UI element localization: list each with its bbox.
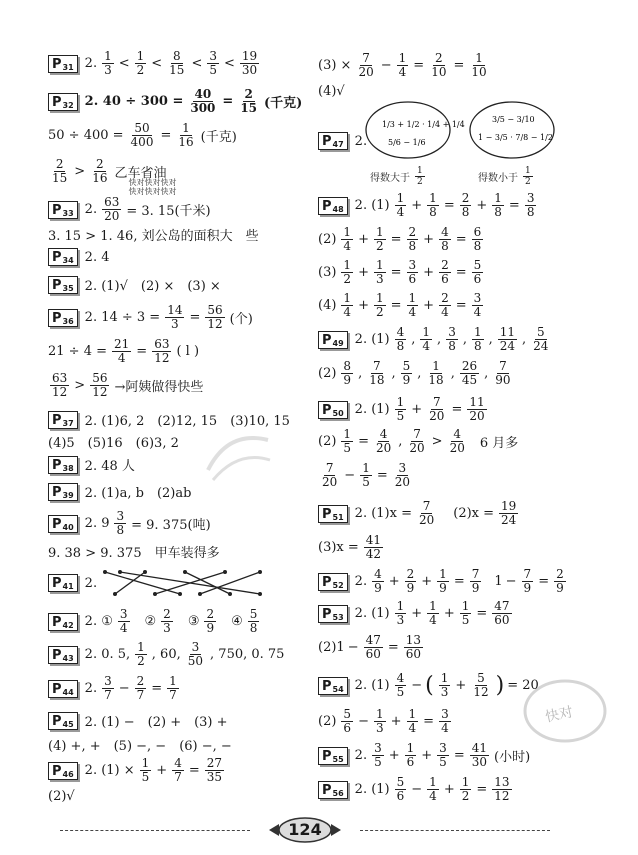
r9-line: (2) $\frac{8}{9}$ , $\frac{7}{18}$ , $\frac{5}{9}$ , $\frac{1}{18}$ , $\frac{26}{45}$ , $\frac{7}{90}$ (318, 359, 511, 387)
matching-lines-diagram (100, 568, 270, 598)
l3-line: 50 ÷ 400 = $\frac{50}{400}$ = $\frac{1}{16}$ (千克) (48, 121, 237, 149)
p47-label-left: 得数大于 $\frac{1}{2}$ (370, 166, 423, 187)
p31-line: P $_{31}$ 2. $\frac{1}{3}$ < $\frac{1}{2}$ < $\frac{8}{15}$ < $\frac{3}{5}$ < $\frac{19}{30}$ (48, 50, 261, 77)
page-tag-p53: P $_{53}$ (318, 605, 348, 623)
page-tag-p50: P $_{50}$ (318, 401, 348, 419)
l6-line: 3. 15 > 1. 46, 刘公岛的面积大 些 (48, 229, 259, 244)
p41-line: P $_{41}$ 2. (48, 568, 270, 598)
page-tag-p41: P $_{41}$ (48, 574, 78, 592)
watermark-stamp-text: 快对 (543, 704, 575, 726)
l13-line: (4)5 (5)16 (6)3, 2 (48, 436, 179, 451)
p39-line: P $_{39}$ 2. (1)a, b (2)ab (48, 482, 191, 501)
p49-line: P $_{49}$ 2. (1) $\frac{4}{8}$ , $\frac{1}{4}$ , $\frac{3}{8}$ , $\frac{1}{8}$ , $\frac{11}{24}$ , $\frac{5}{24}$ (318, 326, 552, 353)
p43-line: P $_{43}$ 2. 0. 5, $\frac{1}{2}$ , 60, $\frac{3}{50}$ , 750, 0. 75 (48, 641, 284, 668)
r11-line: (2) $\frac{1}{5}$ = $\frac{4}{20}$ , $\frac{7}{20}$ > $\frac{4}{20}$ 6 月多 (318, 427, 519, 455)
page-tag-p43: P $_{43}$ (48, 646, 78, 664)
svg-text:5/6 − 1/6: 5/6 − 1/6 (388, 138, 426, 147)
page-tag-p45: P $_{45}$ (48, 712, 78, 730)
page-tag-p42: P $_{42}$ (48, 613, 78, 631)
p50-line: P $_{50}$ 2. (1) $\frac{1}{5}$ + $\frac{7}{20}$ = $\frac{11}{20}$ (318, 396, 489, 423)
p52-line: P $_{52}$ 2. $\frac{4}{9}$ + $\frac{2}{9}$ + $\frac{1}{9}$ = $\frac{7}{9}$ 1 − $\frac{7}{9}$ = $\frac{2}{9}$ (318, 568, 568, 595)
l17-line: 9. 38 > 9. 375 甲车装得多 (48, 546, 220, 561)
svg-text:1 − 3/5 · 7/8 − 1/2: 1 − 3/5 · 7/8 − 1/2 (478, 133, 553, 142)
page-tag-p47: P $_{47}$ (318, 132, 348, 150)
page-tag-p56: P $_{56}$ (318, 781, 348, 799)
p51-line: P $_{51}$ 2. (1)x = $\frac{7}{20}$ (2)x = $\frac{19}{24}$ (318, 500, 520, 527)
l25-line: (2)√ (48, 789, 75, 804)
p54-line: P $_{54}$ 2. (1) $\frac{4}{5}$ − ( $\frac{1}{3}$ + $\frac{5}{12}$ ) = 20 (318, 672, 539, 699)
svg-text:3/5 − 3/10: 3/5 − 3/10 (492, 115, 535, 124)
p47-line: P $_{47}$ 2. (318, 132, 367, 150)
page-tag-p36: P $_{36}$ (48, 309, 78, 327)
r2-line: (4)√ (318, 84, 345, 99)
page-tag-p48: P $_{48}$ (318, 197, 348, 215)
r19-line: (2) $\frac{5}{6}$ − $\frac{1}{3}$ + $\frac{1}{4}$ = $\frac{3}{4}$ (318, 707, 449, 735)
l23-line: (4) +, + (5) −, − (6) −, − (48, 739, 232, 754)
l4-note: 乙车省油 快对快对快对 快对快对快对 (114, 166, 177, 196)
p55-line: P $_{55}$ 2. $\frac{3}{5}$ + $\frac{1}{6}$ + $\frac{3}{5}$ = $\frac{41}{30}$ (小时) (318, 742, 530, 769)
footer-dash-right (360, 830, 550, 831)
page-tag-p32: P $_{32}$ (48, 93, 78, 111)
l11-line: $\frac{63}{12}$ > $\frac{56}{12}$ →阿姨做得快些 (52, 371, 204, 399)
svg-text:1/3 + 1/2 · 1/4 + 1/4: 1/3 + 1/2 · 1/4 + 1/4 (382, 120, 465, 129)
page-tag-p31: P $_{31}$ (48, 55, 78, 73)
p47-ovals-diagram (364, 100, 564, 162)
page-number-badge (265, 816, 345, 844)
page-tag-p38: P $_{38}$ (48, 456, 78, 474)
p40-line: P $_{40}$ 2. 9 $\frac{3}{8}$ = 9. 375(吨) (48, 510, 211, 537)
r14-line: (3)x = $\frac{41}{42}$ (318, 533, 382, 561)
r12-line: $\frac{7}{20}$ − $\frac{1}{5}$ = $\frac{3}{20}$ (322, 461, 411, 489)
p32-line: P $_{32}$ 2. 40 ÷ 300 = $\frac{40}{300}$ = $\frac{2}{15}$ (千克) (48, 88, 302, 115)
p34-line: P $_{34}$ 2. 4 (48, 248, 109, 266)
page-tag-p39: P $_{39}$ (48, 483, 78, 501)
page-tag-p44: P $_{44}$ (48, 680, 78, 698)
page-tag-p54: P $_{54}$ (318, 677, 348, 695)
p42-line: P $_{42}$ 2. ① $\frac{3}{4}$ ② $\frac{2}{3}$ ③ $\frac{2}{9}$ ④ $\frac{5}{8}$ (48, 608, 261, 635)
r17-line: (2)1 − $\frac{47}{60}$ = $\frac{13}{60}$ (318, 633, 422, 661)
page-tag-p51: P $_{51}$ (318, 505, 348, 523)
p46-line: P $_{46}$ 2. (1) × $\frac{1}{5}$ + $\frac{4}{7}$ = $\frac{27}{35}$ (48, 757, 226, 784)
l4-line: $\frac{2}{15}$ > $\frac{2}{16}$ 乙车省油 快对快对快对 快对快对快对 (52, 157, 177, 196)
page-tag-p55: P $_{55}$ (318, 747, 348, 765)
p48-line: P $_{48}$ 2. (1) $\frac{1}{4}$ + $\frac{1}{8}$ = $\frac{2}{8}$ + $\frac{1}{8}$ = $\frac{3}{8}$ (318, 192, 538, 219)
page-footer (60, 816, 550, 846)
p53-line: P $_{53}$ 2. (1) $\frac{1}{3}$ + $\frac{1}{4}$ + $\frac{1}{5}$ = $\frac{47}{60}$ (318, 600, 514, 627)
r6-line: (3) $\frac{1}{2}$ + $\frac{1}{3}$ = $\frac{3}{6}$ + $\frac{2}{6}$ = $\frac{5}{6}$ (318, 258, 482, 286)
p37-line: P $_{37}$ 2. (1)6, 2 (2)12, 15 (3)10, 15 (48, 410, 290, 429)
p35-line: P $_{35}$ 2. (1)√ (2) × (3) × (48, 275, 221, 294)
l10-line: 21 ÷ 4 = $\frac{21}{4}$ = $\frac{63}{12}$ ( l ) (48, 337, 200, 365)
r1-line: (3) × $\frac{7}{20}$ − $\frac{1}{4}$ = $\frac{2}{10}$ = $\frac{1}{10}$ (318, 51, 487, 79)
page-tag-p35: P $_{35}$ (48, 276, 78, 294)
r5-line: (2) $\frac{1}{4}$ + $\frac{1}{2}$ = $\frac{2}{8}$ + $\frac{4}{8}$ = $\frac{6}{8}$ (318, 225, 482, 253)
page-tag-p52: P $_{52}$ (318, 573, 348, 591)
footer-dash-left (60, 830, 250, 831)
p56-line: P $_{56}$ 2. (1) $\frac{5}{6}$ − $\frac{1}{4}$ + $\frac{1}{2}$ = $\frac{13}{12}$ (318, 776, 514, 803)
p45-line: P $_{45}$ 2. (1) − (2) + (3) + (48, 711, 228, 730)
page-tag-p37: P $_{37}$ (48, 411, 78, 429)
p47-label-right: 得数小于 $\frac{1}{2}$ (478, 166, 531, 187)
p36-line: P $_{36}$ 2. 14 ÷ 3 = $\frac{14}{3}$ = $\frac{56}{12}$ (个) (48, 304, 253, 331)
page-number: 124 (288, 820, 322, 839)
page-tag-p49: P $_{49}$ (318, 331, 348, 349)
page-tag-p33: P $_{33}$ (48, 201, 78, 219)
page-tag-p46: P $_{46}$ (48, 762, 78, 780)
p38-line: P $_{38}$ 2. 48 人 (48, 455, 135, 474)
page-tag-p34: P $_{34}$ (48, 248, 78, 266)
p33-line: P $_{33}$ 2. $\frac{63}{20}$ = 3. 15(千米) (48, 196, 211, 223)
watermark-stamp-icon (198, 420, 278, 490)
r7-line: (4) $\frac{1}{4}$ + $\frac{1}{2}$ = $\frac{1}{4}$ + $\frac{2}{4}$ = $\frac{3}{4}$ (318, 291, 482, 319)
page-tag-p40: P $_{40}$ (48, 515, 78, 533)
p44-line: P $_{44}$ 2. $\frac{3}{7}$ − $\frac{2}{7}$ = $\frac{1}{7}$ (48, 675, 181, 702)
